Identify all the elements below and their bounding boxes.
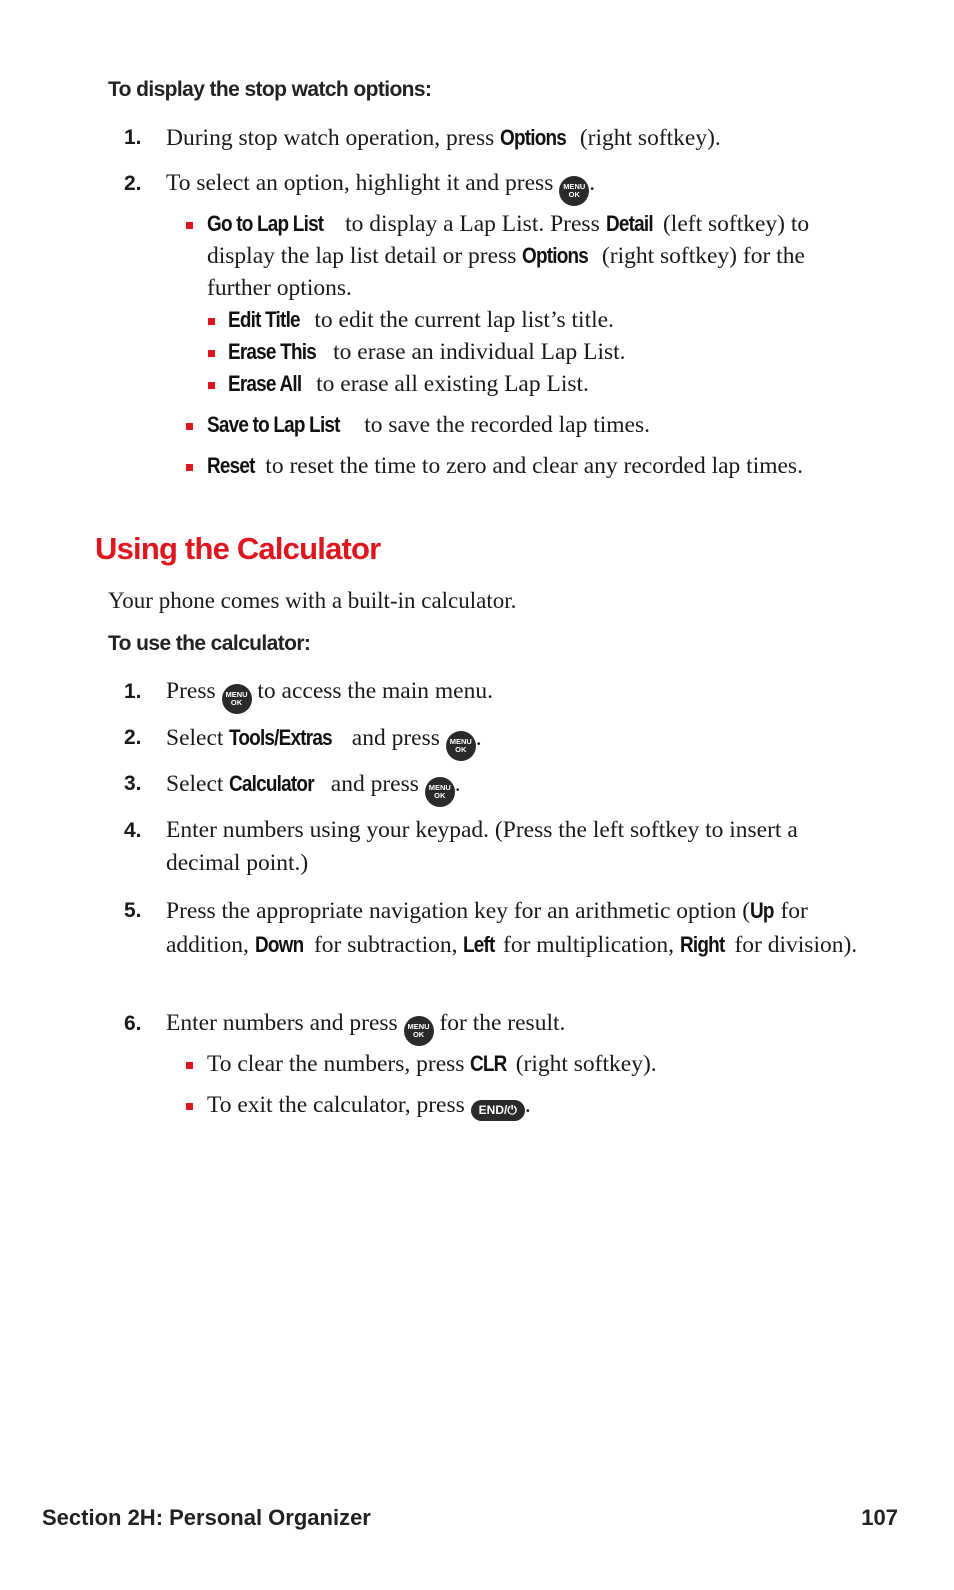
footer-section-label: Section 2H: Personal Organizer (42, 1505, 371, 1530)
bullet-square-icon (186, 464, 193, 471)
detail-key-label: Detail (605, 211, 653, 236)
step-number: 5. (124, 899, 142, 922)
subbullet-erase-all: Erase All to erase all existing Lap List. (208, 368, 868, 400)
save-to-lap-list-key-label: Save to Lap List (207, 412, 340, 437)
subbullet-erase-this: Erase This to erase an individual Lap List. (208, 336, 868, 368)
down-key-label: Down (254, 932, 304, 957)
menu-ok-key-icon: MENU OK (425, 777, 455, 807)
subbullet-edit-title: Edit Title to edit the current lap list’s title. (208, 304, 868, 336)
step-number: 2. (124, 726, 142, 749)
step-text: To select an option, highlight it and press MENU OK . (166, 167, 864, 206)
step-text: Press the appropriate navigation key for an arithmetic option (Up for addition, Down for subtraction, Left for multiplication, Right for division). (166, 894, 864, 962)
calculator-heading: To use the calculator: (108, 632, 311, 655)
right-key-label: Right (679, 932, 725, 957)
up-key-label: Up (750, 898, 774, 923)
bullet-square-icon (208, 318, 215, 325)
options-key-label: Options (500, 125, 567, 150)
options-key-label: Options (522, 243, 589, 268)
stopwatch-options-heading: To display the stop watch options: (108, 78, 432, 101)
menu-ok-key-icon: MENU OK (222, 684, 252, 714)
section-title: Using the Calculator (95, 531, 381, 566)
step-text: During stop watch operation, press Options (right softkey). (166, 121, 864, 155)
clr-key-label: CLR (470, 1051, 507, 1076)
calculator-intro: Your phone comes with a built-in calculator. (108, 588, 517, 613)
bullet-square-icon (186, 1062, 193, 1069)
step-number: 2. (124, 172, 142, 195)
bullet-clear-numbers: To clear the numbers, press CLR (right softkey). (186, 1048, 866, 1080)
menu-ok-key-icon: MENU OK (559, 176, 589, 206)
step-number: 4. (124, 819, 142, 842)
go-to-lap-list-key-label: Go to Lap List (207, 211, 324, 236)
calculator-key-label: Calculator (229, 771, 315, 796)
edit-title-key-label: Edit Title (228, 307, 300, 332)
step-number: 1. (124, 126, 142, 149)
menu-ok-key-icon: MENU OK (404, 1016, 434, 1046)
end-power-key-icon: END/⏻ (471, 1100, 525, 1121)
tools-extras-key-label: Tools/Extras (229, 725, 333, 750)
step-text: Enter numbers and press MENU OK for the result. (166, 1007, 864, 1046)
step-number: 6. (124, 1012, 142, 1035)
step-text: Select Tools/Extras and press MENU OK . (166, 721, 864, 761)
erase-all-key-label: Erase All (228, 371, 302, 396)
step-number: 1. (124, 680, 142, 703)
bullet-reset: Reset to reset the time to zero and clear any recorded lap times. (186, 450, 866, 482)
bullet-square-icon (186, 1103, 193, 1110)
step-text: Press MENU OK to access the main menu. (166, 675, 864, 714)
erase-this-key-label: Erase This (228, 339, 316, 364)
menu-ok-key-icon: MENU OK (446, 731, 476, 761)
left-key-label: Left (463, 932, 495, 957)
bullet-save-to-lap-list: Save to Lap List to save the recorded lap times. (186, 409, 866, 441)
bullet-square-icon (186, 222, 193, 229)
bullet-go-to-lap-list: Go to Lap List to display a Lap List. Press Detail (left softkey) to display the lap list detail or press Options (right softkey) for the further options. (186, 208, 866, 304)
step-number: 3. (124, 772, 142, 795)
bullet-exit-calculator: To exit the calculator, press END/⏻ . (186, 1089, 866, 1121)
reset-key-label: Reset (207, 453, 255, 478)
bullet-square-icon (208, 350, 215, 357)
step-text: Select Calculator and press MENU OK . (166, 767, 864, 807)
bullet-square-icon (186, 423, 193, 430)
footer-page-number: 107 (861, 1505, 898, 1530)
bullet-square-icon (208, 382, 215, 389)
step-text: Enter numbers using your keypad. (Press the left softkey to insert a decimal point.) (166, 817, 798, 876)
